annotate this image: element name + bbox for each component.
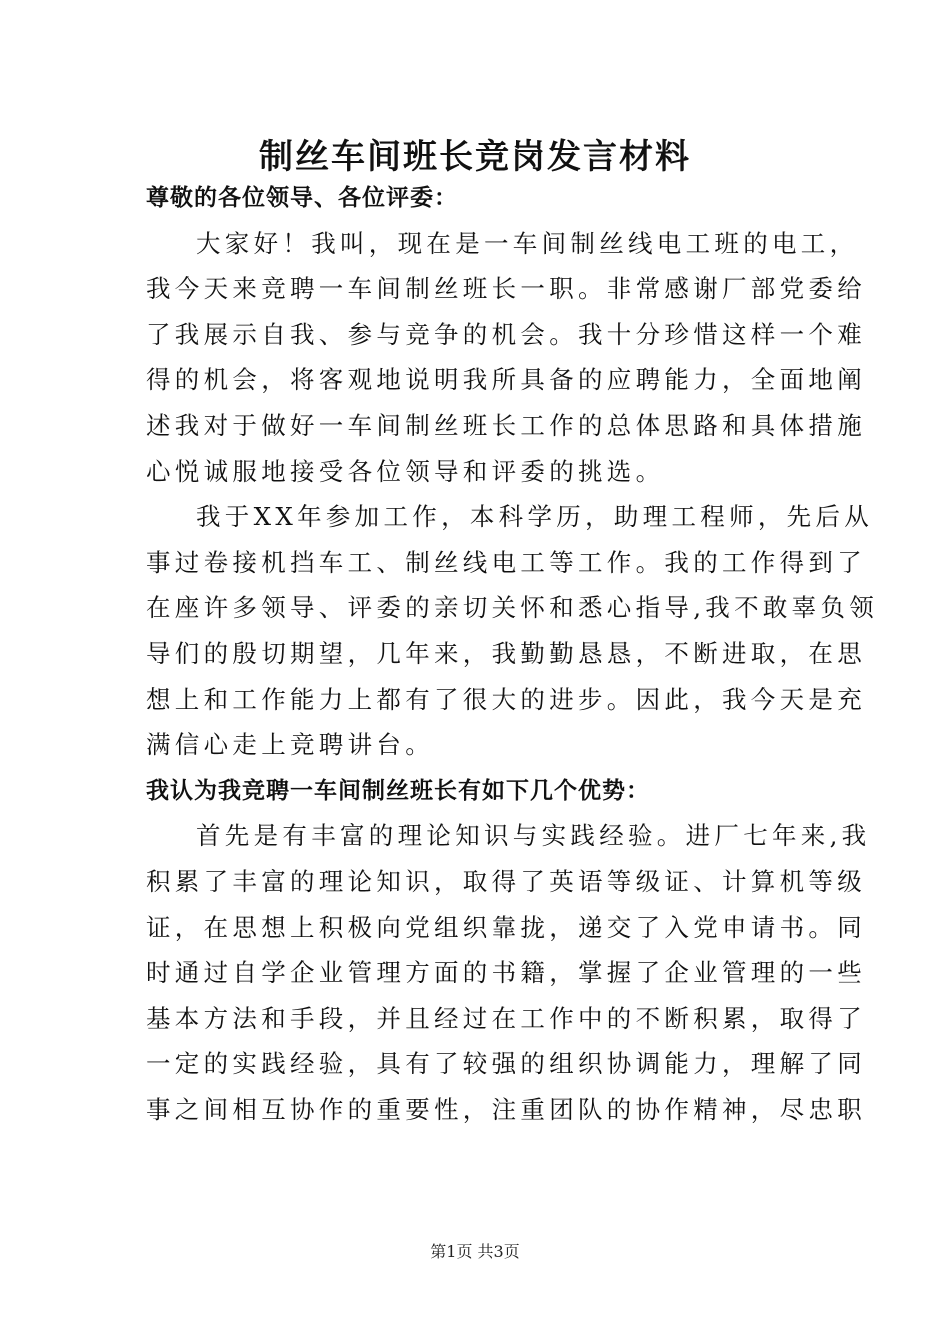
body-text-line: 我今天来竞聘一车间制丝班长一职。非常感谢厂部党委给 bbox=[146, 274, 866, 304]
section-heading: 尊敬的各位领导、各位评委： bbox=[146, 184, 458, 211]
body-text-line: 了我展示自我、参与竞争的机会。我十分珍惜这样一个难 bbox=[146, 319, 866, 349]
body-text-line: 证，在思想上积极向党组织靠拢，递交了入党申请书。同 bbox=[146, 912, 866, 942]
body-text-line: 事之间相互协作的重要性，注重团队的协作精神，尽忠职 bbox=[146, 1094, 866, 1124]
body-text-line: 积累了丰富的理论知识，取得了英语等级证、计算机等级 bbox=[146, 866, 866, 896]
body-text-line: 导们的殷切期望，几年来，我勤勤恳恳，不断进取，在思 bbox=[146, 638, 866, 668]
page-footer: 第1页 共3页 bbox=[430, 1242, 520, 1261]
body-text-line: 满信心走上竞聘讲台。 bbox=[146, 730, 434, 760]
body-text-line: 首先是有丰富的理论知识与实践经验。进厂七年来,我 bbox=[196, 821, 871, 851]
body-text-line: 时通过自学企业管理方面的书籍，掌握了企业管理的一些 bbox=[146, 958, 866, 988]
body-text-line: 我于XX年参加工作，本科学历，助理工程师，先后从 bbox=[196, 502, 874, 532]
section-heading: 我认为我竞聘一车间制丝班长有如下几个优势： bbox=[146, 776, 650, 804]
document-title: 制丝车间班长竞岗发言材料 bbox=[259, 137, 691, 177]
body-text-line: 基本方法和手段，并且经过在工作中的不断积累，取得了 bbox=[146, 1003, 866, 1033]
body-text-line: 得的机会，将客观地说明我所具备的应聘能力，全面地阐 bbox=[146, 365, 866, 395]
body-text-line: 心悦诚服地接受各位领导和评委的挑选。 bbox=[146, 456, 665, 486]
body-text-line: 想上和工作能力上都有了很大的进步。因此，我今天是充 bbox=[146, 684, 866, 714]
body-text-line: 事过卷接机挡车工、制丝线电工等工作。我的工作得到了 bbox=[146, 547, 866, 577]
document-body bbox=[146, 175, 879, 1132]
body-text-line: 一定的实践经验，具有了较强的组织协调能力，理解了同 bbox=[146, 1049, 866, 1079]
body-text-line: 在座许多领导、评委的亲切关怀和悉心指导,我不敢辜负领 bbox=[146, 593, 879, 623]
body-text-line: 述我对于做好一车间制丝班长工作的总体思路和具体措施 bbox=[146, 410, 866, 440]
body-text-line: 大家好！我叫，现在是一车间制丝线电工班的电工， bbox=[196, 228, 859, 258]
